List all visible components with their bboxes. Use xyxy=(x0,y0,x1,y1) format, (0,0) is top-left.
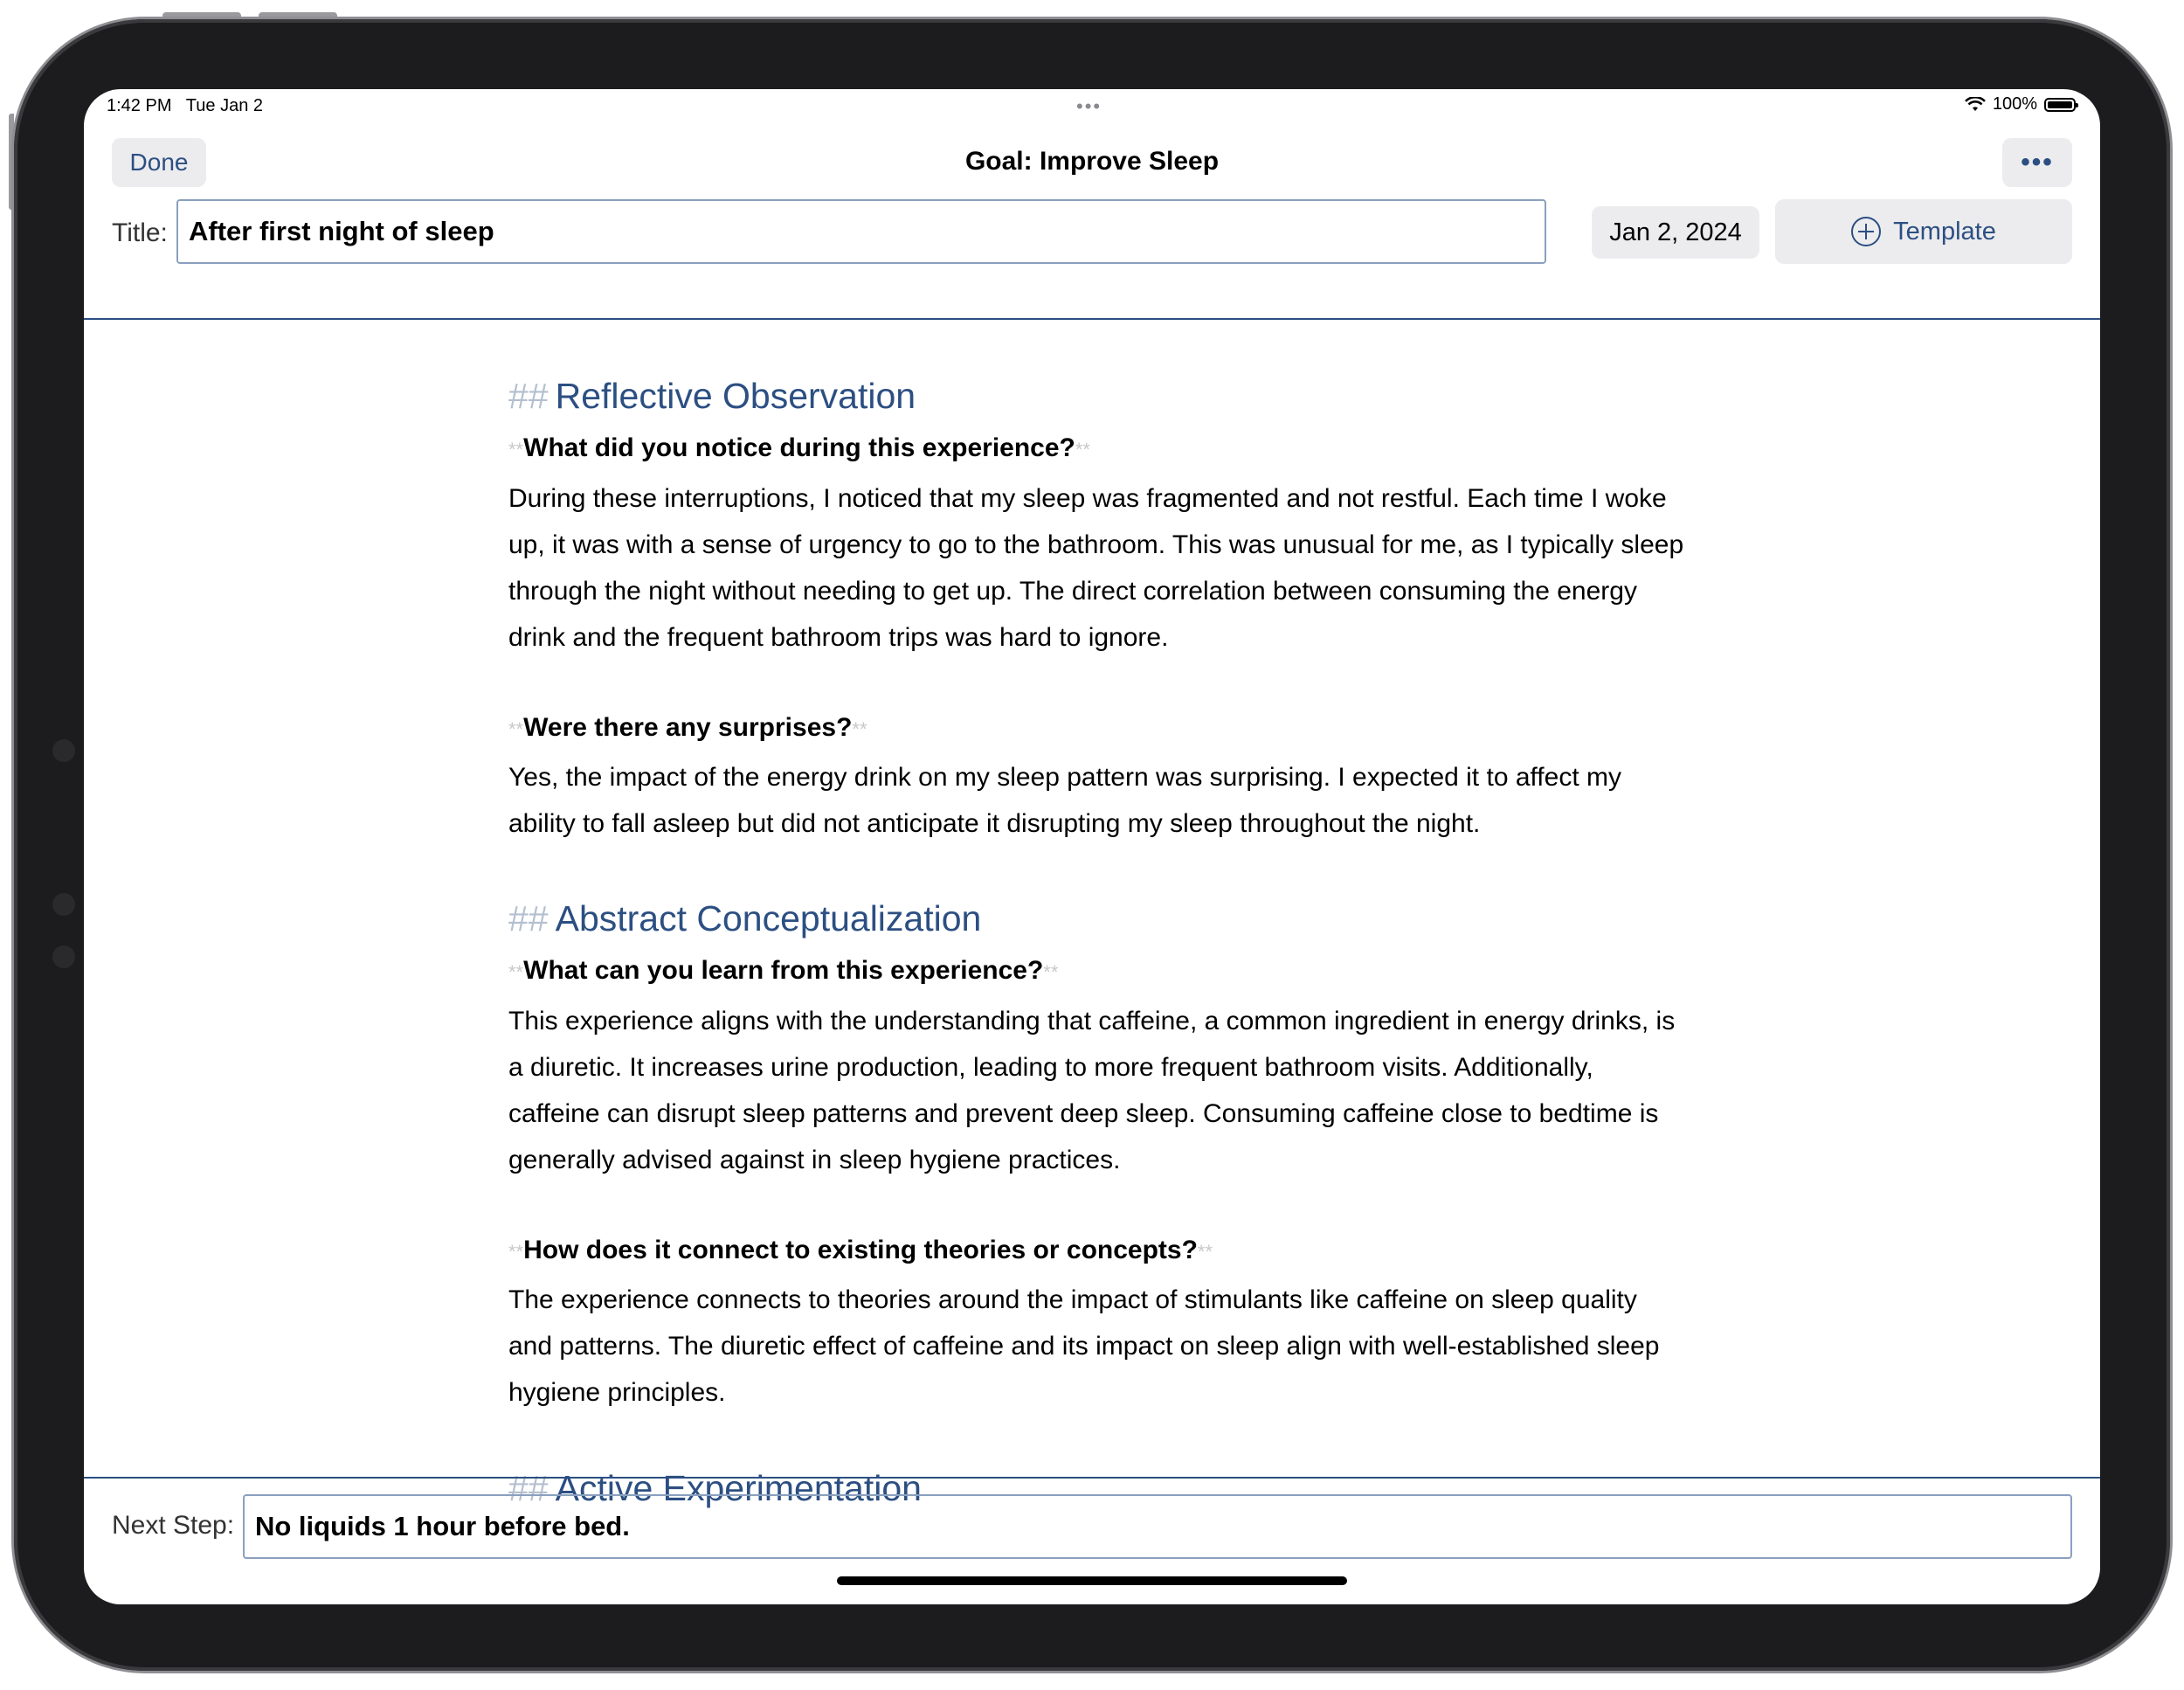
question xyxy=(508,956,1058,986)
title-input[interactable]: After first night of sleep xyxy=(176,199,1546,264)
answer-paragraph: This experience aligns with the understanding that caffeine, a common ingredient in energy drinks, is a diuretic. It increases urine production, leading to more frequent bathroom visits. Additionally, caffeine can disrupt sleep patterns and prevent deep sleep. Consuming caffeine close to bedtime is generally advised against in sleep hygiene practices. xyxy=(508,1007,1676,1174)
heading-marker: ## xyxy=(508,376,549,416)
bold-marker-close: ** xyxy=(1043,961,1059,983)
bold-marker-close: ** xyxy=(1075,439,1090,461)
next-step-label: Next Step: xyxy=(112,1511,235,1540)
question-text: Were there any surprises? xyxy=(523,713,853,742)
answer-paragraph: Yes, the impact of the energy drink on my sleep pattern was surprising. I expected it to affect my ability to fall asleep but did not anticipate it disrupting my sleep throughout the night. xyxy=(508,763,1621,838)
home-indicator[interactable] xyxy=(837,1576,1347,1585)
volume-button-top-2 xyxy=(259,12,337,19)
status-time-date xyxy=(107,96,263,116)
heading-marker: ## xyxy=(508,1468,549,1508)
question xyxy=(508,1236,1213,1265)
heading-marker: ## xyxy=(508,898,549,939)
status-time: 1:42 PM xyxy=(107,96,172,115)
bold-marker-open: ** xyxy=(508,961,524,983)
status-bar xyxy=(84,89,2100,121)
question xyxy=(508,433,1090,463)
next-step-input[interactable]: No liquids 1 hour before bed. xyxy=(243,1494,2072,1559)
title-field-label: Title: xyxy=(112,218,168,247)
template-button[interactable] xyxy=(1775,199,2072,264)
question-text: What did you notice during this experience? xyxy=(523,433,1075,462)
battery-icon xyxy=(2044,98,2076,112)
sensor-dot-2 xyxy=(52,945,75,968)
plus-circle-icon xyxy=(1851,217,1881,246)
question-text: What can you learn from this experience? xyxy=(523,956,1044,985)
more-options-button[interactable]: ••• xyxy=(2002,138,2072,187)
answer-paragraph: During these interruptions, I noticed that my sleep was fragmented and not restful. Each time I woke up, it was with a sense of urgency to go to the bathroom. This was unusual for me, as I typically sleep through the night without needing to get up. The direct correlation between consuming the energy drink and the frequent bathroom trips was hard to ignore. xyxy=(508,484,1684,652)
question-text: How does it connect to existing theories or concepts? xyxy=(523,1236,1198,1264)
multitasking-indicator[interactable]: ••• xyxy=(1076,95,1102,117)
answer-paragraph: The experience connects to theories around the impact of stimulants like caffeine on sleep quality and patterns. The diuretic effect of caffeine and its impact on sleep align with well-established sleep hygiene principles. xyxy=(508,1285,1660,1407)
device-screen xyxy=(84,89,2100,1604)
status-date: Tue Jan 2 xyxy=(185,96,263,115)
page-title: Goal: Improve Sleep xyxy=(964,147,1220,176)
section-heading xyxy=(508,898,981,939)
volume-button-top-1 xyxy=(162,12,241,19)
section-heading xyxy=(508,376,916,417)
date-button[interactable]: Jan 2, 2024 xyxy=(1592,206,1759,259)
next-step-bar xyxy=(84,1477,2100,1604)
camera-dot xyxy=(52,893,75,916)
bold-marker-open: ** xyxy=(508,439,524,461)
markdown-editor[interactable] xyxy=(84,320,2100,1564)
question xyxy=(508,713,867,743)
wifi-icon xyxy=(1965,97,1986,113)
bold-marker-close: ** xyxy=(852,718,867,740)
bold-marker-close: ** xyxy=(1197,1241,1213,1263)
bold-marker-open: ** xyxy=(508,718,524,740)
bold-marker-open: ** xyxy=(508,1241,524,1263)
heading-text: Abstract Conceptualization xyxy=(555,898,982,939)
done-button[interactable]: Done xyxy=(112,138,206,187)
heading-text: Reflective Observation xyxy=(555,376,916,416)
battery-percent: 100% xyxy=(1992,94,2037,114)
status-right xyxy=(1965,94,2076,114)
sensor-dot-1 xyxy=(52,739,75,762)
heading-text: Active Experimentation xyxy=(555,1468,922,1508)
navigation-bar xyxy=(84,121,2100,320)
template-button-label: Template xyxy=(1893,217,1996,246)
